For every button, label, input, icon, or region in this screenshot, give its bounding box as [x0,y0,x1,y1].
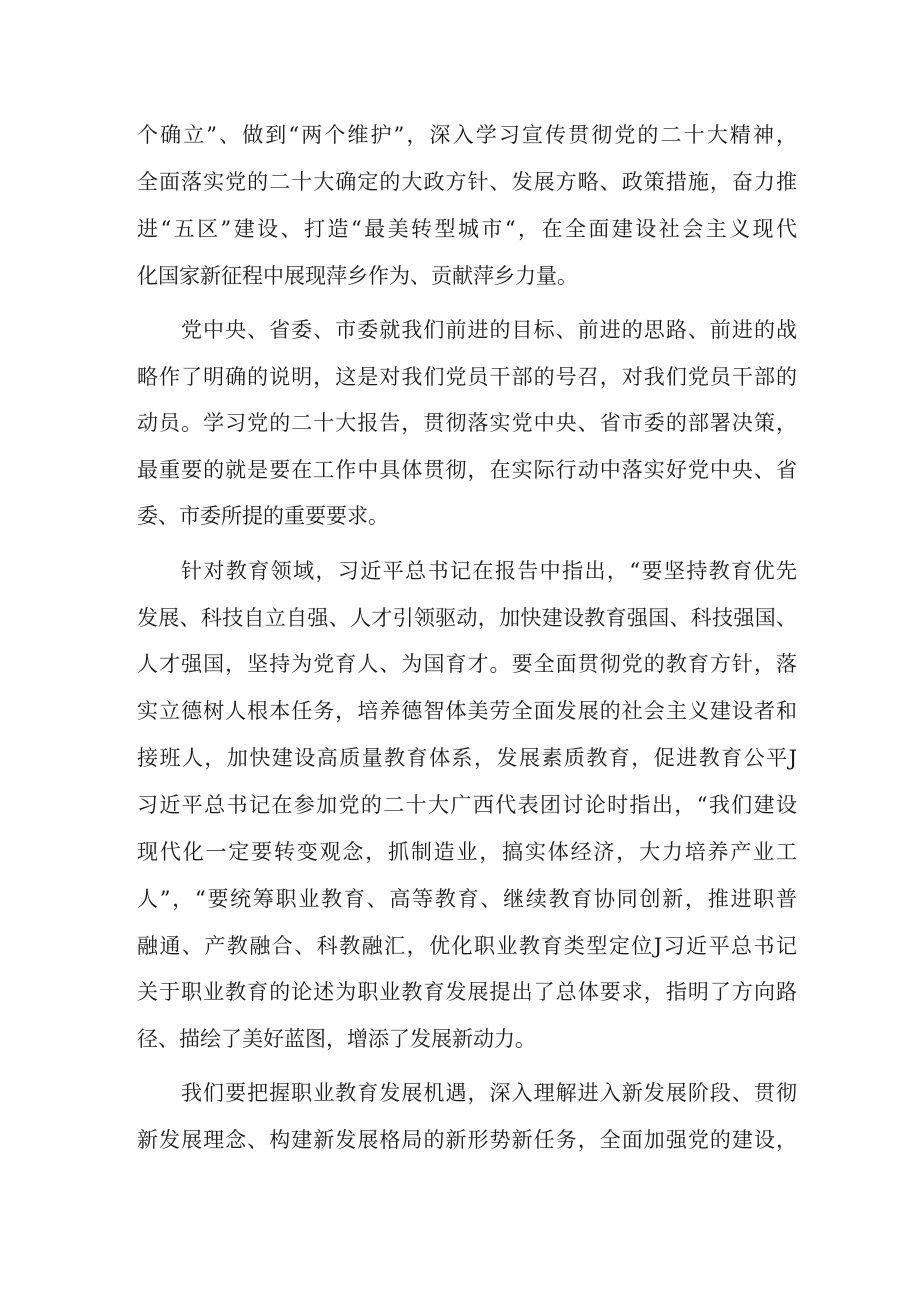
paragraph-3-line-5: 接班人，加快建设高质量教育体系，发展素质教育，促进教育公平J [137,746,797,770]
paragraph-4-line-2: 新发展理念、构建新发展格局的新形势新任务，全面加强党的建设， [137,1128,797,1152]
paragraph-3-line-1: 针对教育领域，习近平总书记在报告中指出，“要坚持教育优先 [181,559,797,583]
paragraph-2-line-3: 动员。学习党的二十大报告，贯彻落实党中央、省市委的部署决策， [137,411,797,435]
paragraph-1-line-4: 化国家新征程中展现萍乡作为、贡献萍乡力量。 [137,264,578,288]
paragraph-2-line-5: 委、市委所提的重要要求。 [137,504,389,528]
paragraph-3-line-10: 关于职业教育的论述为职业教育发展提出了总体要求，指明了方向路 [137,980,797,1004]
paragraph-1-line-2: 全面落实党的二十大确定的大政方针、发展方略、政策措施，奋力推 [137,170,797,194]
paragraph-3-line-11: 径、描绘了美好蓝图，增添了发展新动力。 [137,1027,536,1051]
paragraph-3-line-2: 发展、科技自立自强、人才引领驱动，加快建设教育强国、科技强国、 [137,606,797,630]
paragraph-2-line-2: 略作了明确的说明，这是对我们党员干部的号召，对我们党员干部的 [137,365,797,389]
paragraph-3-line-6: 习近平总书记在参加党的二十大广西代表团讨论时指出，“我们建设 [137,793,797,817]
paragraph-1-line-3: 进“五区”建设、打造“最美转型城市“，在全面建设社会主义现代 [137,217,797,241]
paragraph-3-line-3: 人才强国，坚持为党育人、为国育才。要全面贯彻党的教育方针，落 [137,652,797,676]
paragraph-2-line-4: 最重要的就是要在工作中具体贯彻，在实际行动中落实好党中央、省 [137,458,797,482]
paragraph-2-line-1: 党中央、省委、市委就我们前进的目标、前进的思路、前进的战 [181,318,797,342]
paragraph-3-line-8: 人”，“要统筹职业教育、高等教育、继续教育协同创新，推进职普 [137,887,797,911]
paragraph-4-line-1: 我们要把握职业教育发展机遇，深入理解进入新发展阶段、贯彻 [181,1081,797,1105]
paragraph-3-line-9: 融通、产教融合、科教融汇，优化职业教育类型定位J习近平总书记 [137,934,797,958]
paragraph-3-line-4: 实立德树人根本任务，培养德智体美劳全面发展的社会主义建设者和 [137,699,797,723]
paragraph-1-line-1: 个确立”、做到“两个维护”，深入学习宣传贯彻党的二十大精神， [137,123,797,147]
paragraph-3-line-7: 现代化一定要转变观念，抓制造业，搞实体经济，大力培养产业工 [137,840,797,864]
